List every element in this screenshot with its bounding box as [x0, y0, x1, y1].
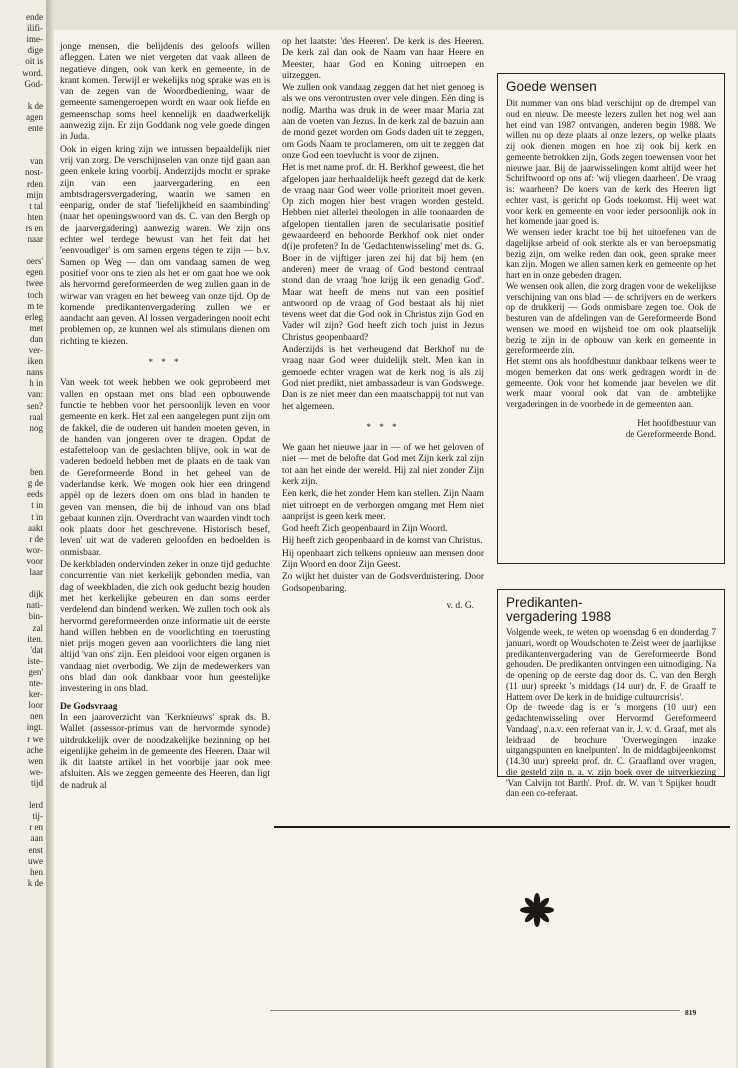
left-page-fragment: t in [31, 511, 43, 522]
left-page-fragment: tijd [30, 777, 43, 788]
left-page-fragment: dijk [28, 589, 43, 600]
left-page-fragment: r we [27, 733, 43, 744]
left-page-fragment: ben [30, 467, 43, 478]
left-page-fragment: oit is [25, 56, 43, 67]
left-page-fragment: gen' [28, 666, 43, 677]
page-number: 819 [685, 1008, 697, 1017]
left-page-fragment: ende [26, 12, 43, 22]
left-page-fragment: agen [26, 111, 43, 122]
left-page-fragment: iken [27, 356, 43, 367]
left-page-fragment: naar [27, 234, 43, 244]
left-page-fragment: zal [32, 622, 43, 633]
left-page-fragment: hten [27, 211, 43, 222]
left-page-fragment: mijn [26, 189, 43, 200]
left-page-fragment: eeds [27, 489, 43, 500]
box-paragraph: Volgende week, te weten op woensdag 6 en donderdag 7 januari, wordt op Woudschoten te Zeist weer de jaarlijkse predikantenvergadering van de Gereformeerde Bond gehouden. De predikanten ontvingen een uitnodiging. Na de opening op de eerste dag door ds. C. van den Bergh (11 uur) spreekt 's middags (14 uur) dr. F. de Graaff te Hattem over De kerk in de huidige cultuurcrisis'. [506, 627, 716, 702]
column-middle [282, 37, 484, 612]
footer-rule [270, 1010, 680, 1011]
left-page-fragment: k de [27, 877, 43, 888]
left-page-fragment: nen [30, 711, 43, 722]
col2-paragraph: Anderzijds is het verheugend dat Berkhof nu de vraag naar God weer duidelijk stelt. Men kan in gemoede echter vragen wat de kerk nog is als zij God niet predikt, niet ambassadeur is van Godswege. Dan is ze niet meer dan een maatschappij tot nut van het algemeen. [282, 345, 484, 412]
left-page-fragment: g de [27, 478, 43, 489]
column-left [60, 42, 270, 793]
left-page-fragment: God- [24, 78, 43, 89]
section-separator: * * * [148, 357, 182, 368]
left-page-fragment: ver- [28, 345, 43, 355]
left-page-fragment: nte- [29, 678, 43, 688]
book-gutter [46, 0, 54, 1068]
box-paragraph: Het stemt ons als hoofdbestuur dankbaar telkens weer te mogen bemerken dat ons werk gedragen wordt in de gemeente. Ook voor het komende jaar bevelen we dit werk maar vooral ook dat van de ambtelijke vergaderingen in de voorbede in de gemeenten aan. [506, 356, 716, 409]
left-page-fragment: dan [30, 333, 43, 344]
col2-paragraph: op het laatste: 'des Heeren'. De kerk is des Heeren. De kerk zal dan ook de Naam van haar Heere en Meester, haar God en Koning uitroepen en uitzeggen. [282, 37, 484, 81]
left-page-fragment: k de [27, 100, 43, 111]
previous-page-edge [0, 0, 47, 1068]
left-page-fragment: uwe [28, 855, 43, 866]
left-page-fragment: ime- [26, 34, 43, 45]
left-page-fragment: erleg [25, 311, 43, 322]
left-page-fragment: met [29, 322, 43, 333]
col1-paragraph: In een jaaroverzicht van 'Kerknieuws' sprak ds. B. Wallet (assessor-primus van de hervormde synode) uitdrukkelijk over de noodzakelijke bezinning op het eigenlijke geheim in de gemeente des Heeren. Daar wil ik dit laatste artikel in het voorbije jaar ook mee afsluiten. Als we zeggen gemeente des Heeren, dan ligt de nadruk al [60, 712, 270, 791]
col2-paragraph: Hij heeft zich geopenbaard in de komst van Christus. [282, 536, 483, 547]
author-initials: v. d. G. [446, 600, 474, 611]
left-page-fragment: wor- [26, 544, 43, 555]
left-page-fragment: nati- [26, 600, 43, 611]
box-title: vergadering 1988 [506, 609, 612, 624]
box-title: Goede wensen [506, 79, 597, 94]
left-page-fragment: lerd [29, 800, 43, 811]
left-page-fragment: ente [28, 123, 43, 133]
left-page-fragment: ache [26, 744, 43, 755]
left-page-fragment: we- [29, 766, 43, 777]
magazine-page [54, 30, 736, 1068]
left-page-fragment: enst [28, 844, 43, 855]
col1-paragraph: Van week tot week hebben we ook geprobeerd met vallen en opstaan met ons blad een opbouwende functie te hebben voor het persoonlijk leven en voor gemeente en kerk. Het zal een aangelegen punt zijn om de fakkel, die de ouderen uit handen moeten geven, in de handen van jongeren over te dragen. Opdat de estafetteloop van de geslachten blijve, ook in wat de vaderen bedoeld hebben met de plaats en de taak van de Gereformeerde Bond in het geheel van de vaderlandse kerk. We mogen ook hier een dringend appèl op de lezers doen om ons blad in handen te geven van mensen, die bij de inhoud van ons blad gebaat kunnen zijn. Overdracht van waarden vindt toch ook plaats door het geschrevene. Historisch besef, leven' uit wat de vaderen geloofden en bedoelden is onmisbaar. [60, 378, 270, 558]
left-page-fragment: wen [28, 755, 43, 766]
left-page-fragment: iten. [27, 633, 43, 644]
left-page-fragment: 'dat [30, 644, 43, 655]
flower-ornament-icon [519, 892, 555, 928]
box-paragraph: Dit nummer van ons blad verschijnt op de drempel van oud en nieuw. De meeste lezers zullen het nog wel aan het eind van 1987 ontvangen, anderen begin 1988. We willen nu op deze plaats al onze lezers, op welke plaats zij ook dienen mogen en hoe zij ook bij kerk en gemeente betrokken zijn, Gods zegen toewensen voor het nieuwe jaar. Bij de jaarwisselingen komt altijd weer het Schriftwoord op ons af: 'wij vliegen daarheen'. De vraag is: waarheen? De koers van de kerk des Heeren ligt echter vast, is gericht op Gods toekomst. Hij weet wat voor kerk en gemeente en voor ieder persoonlijk ook in het komende jaar goed is. [506, 98, 716, 227]
left-page-fragment: egen [26, 267, 43, 278]
left-page-fragment: sen? [27, 400, 43, 411]
box-title: Predikanten- [506, 595, 583, 610]
box-paragraph: Op de tweede dag is er 's morgens (10 uur) een gedachtenwisseling over Hervormd Gereformeerd Vandaag', n.a.v. een referaat van ir. J. v. d. Graaf, met als leidraad de brochure 'Overwegingen inzake uitgangspunten en knelpunten'. In de middagbijeenkomst (14.30 uur) spreekt prof. dr. C. Graafland over vragen, die gesteld zijn n. a. v. zijn boek over de uitverkiezing 'Van Calvijn tot Barth'. Prof. dr. W. van 't Spijker houdt dan een co-referaat. [506, 702, 716, 799]
left-page-fragment: nans [26, 367, 43, 378]
col1-paragraph: Ook in eigen kring zijn we intussen bepaaldelijk niet vrij van zorg. De verschijnselen van onze tijd gaan aan geen enkele kring voorbij. Anderzijds mocht er sprake zijn van een jaarvergadering en een ambtsdragersvergadering, waarin we samen en eenparig, onder de staf 'liefelijkheid en saambinding' (naar het openingswoord van ds. C. van den Bergh op de jaarvergadering) aanwezig waren. We zijn ons echter wel terdege bewust van het feit dat het 'eenvoudiger' is om samen ergens tégen te zijn — b.v. Samen op Weg — dan om vandaag samen de weg positief voor ons te zien als het er om gaat hoe we ook als hervormd gereformeerden de weg zullen gaan in de wirwar van vragen en het beweeg van onze tijd. Op de komende predikantenvergadering zullen we er aandacht aan geven. Al lossen vergaderingen nooit echt problemen op, ze kunnen wel als stimulans dienen om richting te kiezen. [60, 144, 270, 347]
left-page-fragment: aan [30, 833, 43, 844]
left-page-fragment: t in [31, 500, 43, 511]
left-page-fragment: iste- [27, 655, 43, 666]
subheading-godsvraag: De Godsvraag [60, 701, 118, 712]
left-page-fragment: ilifi- [27, 23, 43, 34]
col1-paragraph: De kerkbladen ondervinden zeker in onze tijd geduchte concurrentie van niet kerkelijk gebonden media, van dag of weekbladen, die zich ook geducht bezig houden met het kerkelijke gebeuren en dan soms eerder verdelend dan bindend werken. We zullen toch ook als hervormd gereformeerden onze informatie uit de eerste hand willen hebben en de voorlichting en toerusting niet prijs mogen geven aan voorlichters die lang niet altijd 'van ons' zijn. Een pleidooi voor eigen organen is vandaag niet overbodig. We zijn de medewerkers van ons blad dan ook dankbaar voor hun geestelijke investering in ons blad. [60, 560, 270, 695]
left-page-fragment: dige [27, 45, 43, 56]
col2-paragraph: Een kerk, die het zonder Hem kan stellen. Zijn Naam niet uitroept en de verborgen omgang met Hem niet aanprijst is geen kerk meer. [282, 489, 484, 522]
left-page-fragment: r en [29, 822, 43, 833]
left-page-fragment: r de [29, 533, 43, 544]
left-page-fragment: m te [27, 300, 43, 311]
box-paragraph: We wensen ook allen, die zorg dragen voor de wekelijkse verschijning van ons blad — de schrijvers en de werkers op de drukkerij — Gods onmisbare zegen toe. Ook de besturen van de afdelingen van de Gereformeerde Bond wensen we moed en wijsheid toe om ook plaatselijk bezig te zijn in de opbouw van kerk en gemeente in gereformeerde zin. [506, 280, 716, 356]
col2-paragraph: Het is met name prof. dr. H. Berkhof geweest, die het afgelopen jaar herhaaldelijk heeft gezegd dat de kerk de vraag naar God weer volle prioriteit moet geven. Op zich mogen hier best vragen worden gesteld. Hebben niet allerlei theologen in alle toonaarden de afgelopen tientallen jaren de secularisatie positief gewaardeerd en behoorde Berkhof ook niet onder d(i)e profeten? In de 'Gedachtenwisseling' met ds. G. Boer in de vijftiger jaren zei hij dat bij hem (en anderen) meer de vraag of God bestond centraal stond dan de vraag 'hoe krijg ik een genadig God'. Maar wat heeft de mens nut van een positief antwoord op de vraag of God bestaat als hij niet tevens weet dat die God ook in Christus zijn God en Vader wil zijn? God heeft zich toch juist in Jezus Christus geopenbaard? [282, 163, 484, 343]
box-signature: de Gereformeerde Bond. [625, 428, 716, 439]
left-page-fragment: hen [30, 866, 43, 877]
col2-paragraph: We gaan het nieuwe jaar in — of we het geloven of niet — met de belofte dat God met Zijn kerk zal zijn tot aan het einde der wereld. Hij zal niet zonder Zijn kerk zijn. [282, 443, 484, 487]
left-page-fragment: rs en [25, 222, 43, 233]
box-paragraph: We wensen ieder kracht toe bij het uitoefenen van de dagelijkse arbeid of ook sterkte als er van beroepsmatig bezig zijn, om welke reden dan ook, geen sprake meer kan zijn. Mogen we allen samen kerk en gemeente op het hart en in onze gebeden dragen. [506, 227, 716, 280]
left-page-fragment: ingt. [26, 722, 43, 733]
col2-paragraph: God heeft Zich geopenbaard in Zijn Woord. [282, 524, 448, 535]
left-page-fragment: word. [22, 67, 43, 78]
left-page-fragment: aakt [28, 522, 43, 533]
left-page-fragment: twee [26, 278, 43, 289]
left-page-fragment: van: [27, 389, 43, 400]
horizontal-rule [274, 826, 730, 828]
section-separator: * * * [366, 421, 400, 432]
left-page-fragment: tij- [32, 811, 43, 822]
left-page-fragment: oers' [26, 256, 43, 267]
left-page-fragment: bin- [28, 611, 43, 622]
left-page-fragment: van [30, 156, 43, 167]
col2-paragraph: Zo wijkt het duister van de Godsverduistering. Door Godsopenbaring. [282, 572, 484, 594]
predikantenvergadering-box [497, 589, 725, 799]
left-page-fragment: ker- [28, 689, 43, 700]
left-page-fragment: rden [27, 178, 43, 189]
left-page-fragment: loor [28, 700, 43, 711]
left-page-fragment: laar [29, 567, 43, 577]
left-page-fragment: nost- [25, 167, 43, 178]
col2-paragraph: Hij openbaart zich telkens opnieuw aan mensen door Zijn Woord en door Zijn Geest. [282, 548, 484, 571]
goede-wensen-box [497, 73, 725, 564]
left-page-fragment: h in [29, 378, 43, 389]
col1-paragraph: jonge mensen, die belijdenis des geloofs willen afleggen. Laten we niet vergeten dat vaak alleen de negatieve dingen, ook van kerk en gemeente, in de krant komen. Terwijl er wekelijks nog sprake was en is van de zegen van de Woordbediening, waar de gemeente samengeroepen wordt en waar ook liefde en gemeenschap soms heel kennelijk en daadwerkelijk aanwezig zijn. Er zijn Goddank nog vele goede dingen in Juda. [60, 42, 270, 143]
col2-paragraph: We zullen ook vandaag zeggen dat het niet genoeg is als we ons verontrusten over vele dingen. Eén ding is nodig. Martha was druk in de weer maar Maria zat aan de voeten van Jezus. In de kerk zal de bazuin aan de mond gezet worden om Gods daden uit te zeggen, om Gods Naam te proclameren, om uit te zeggen dat onze God een toevlucht is voor de zijnen. [282, 83, 484, 161]
left-page-fragment: voor [26, 555, 43, 566]
left-page-fragment: t tal [29, 200, 43, 211]
left-page-fragment: toch [27, 289, 43, 300]
box-signature: Het hoofdbestuur van [637, 417, 716, 428]
left-page-fragment: raal [29, 411, 43, 422]
left-page-fragment: nog [29, 422, 43, 433]
